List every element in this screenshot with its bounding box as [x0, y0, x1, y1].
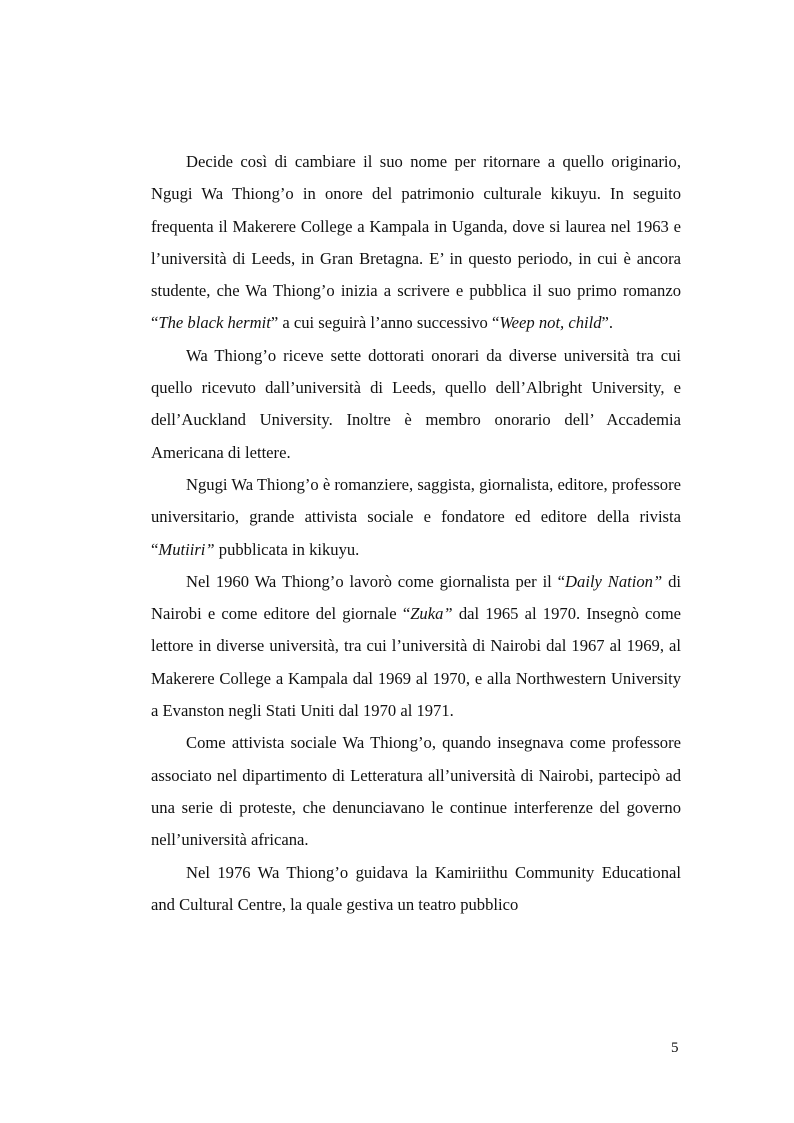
book-title: Weep not, child	[499, 313, 602, 333]
paragraph: Ngugi Wa Thiong’o è romanziere, saggista, giornalista, editore, professore universitario, grande attivista sociale e fondatore ed editore della rivista “Mutiiri” pubblicata in kikuyu.	[151, 474, 681, 559]
paragraph: Decide così di cambiare il suo nome per ritornare a quello originario, Ngugi Wa Thiong’o in onore del patrimonio culturale kikuyu. In seguito frequenta il Makerere College a Kampala in Uganda, dove si laurea nel 1963 e l’università di Leeds, in Gran Bretagna. E’ in questo periodo, in cui è ancora studente, che Wa Thiong’o inizia a scrivere e pubblica il suo primo romanzo “The black hermit” a cui seguirà l’anno successivo “Weep not, child”.	[151, 152, 681, 333]
newspaper-title: Daily Nation”	[565, 571, 663, 591]
paragraph: Nel 1976 Wa Thiong’o guidava la Kamiriithu Community Educational and Cultural Centre, la quale gestiva un teatro pubblico	[151, 862, 681, 914]
paragraph: Come attivista sociale Wa Thiong’o, quando insegnava come professore associato nel dipartimento di Letteratura all’università di Nairobi, partecipò ad una serie di proteste, che denunciavano le continue interferenze del governo nell’università africana.	[151, 733, 681, 850]
magazine-title: Mutiiri”	[158, 539, 215, 559]
body-text	[151, 146, 681, 921]
newspaper-title: Zuka”	[410, 604, 453, 624]
page-number: 5	[671, 1040, 679, 1056]
paragraph: Nel 1960 Wa Thiong’o lavorò come giornalista per il “Daily Nation” di Nairobi e come editore del giornale “Zuka” dal 1965 al 1970. Insegnò come lettore in diverse università, tra cui l’università di Nairobi dal 1967 al 1969, al Makerere College a Kampala dal 1969 al 1970, e alla Northwestern University a Evanston negli Stati Uniti dal 1970 al 1971.	[151, 571, 681, 721]
book-title: The black hermit	[158, 313, 271, 333]
paragraph: Wa Thiong’o riceve sette dottorati onorari da diverse università tra cui quello ricevuto dall’università di Leeds, quello dell’Albright University, e dell’Auckland University. Inoltre è membro onorario dell’ Accademia Americana di lettere.	[151, 345, 681, 462]
